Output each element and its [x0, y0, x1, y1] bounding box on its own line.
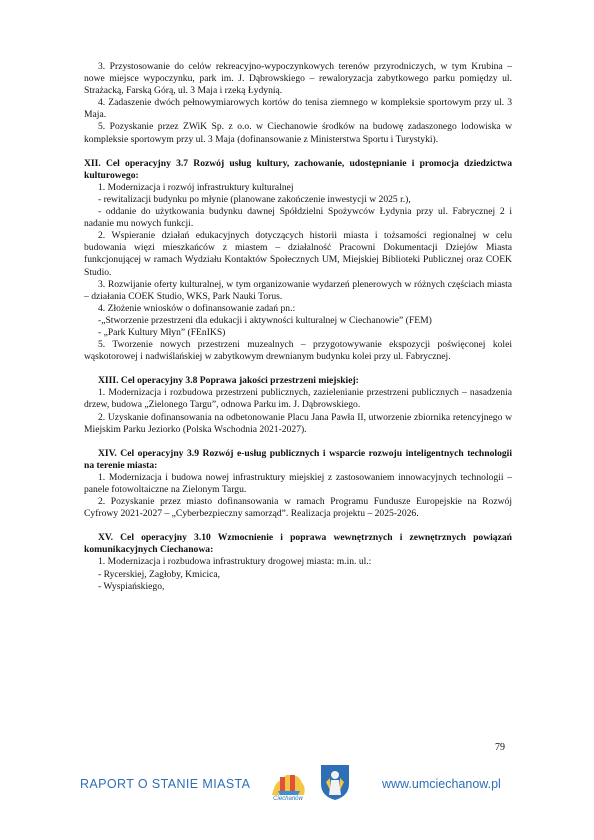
- paragraph: 3. Rozwijanie oferty kulturalnej, w tym organizowanie wydarzeń plenerowych w różnych częściach miasta – działania COEK Studio, WKS, Park Nauki Torus.: [84, 278, 512, 302]
- paragraph: 1. Modernizacja i rozbudowa przestrzeni publicznych, zazielenianie przestrzeni publicznych – nasadzenia drzew, budowa „Zielonego Targu”, odnowa Parku im. J. Dąbrowskiego.: [84, 387, 512, 411]
- city-logo-icon: [266, 765, 310, 801]
- section-heading: XIV. Cel operacyjny 3.9 Rozwój e-usług publicznych i wsparcie rozwoju inteligentnych technologii na terenie miasta:: [84, 447, 512, 471]
- list-item: - Wyspiańskiego,: [98, 580, 165, 592]
- paragraph: 5. Pozyskanie przez ZWiK Sp. z o.o. w Ciechanowie środków na budowę zadaszonego lodowiska w kompleksie sportowym przy ul. 3 Maja (dofinansowanie z Ministerstwa Sportu i Turystyki).: [84, 121, 512, 145]
- footer-website: www.umciechanow.pl: [382, 777, 501, 791]
- paragraph: 2. Pozyskanie przez miasto dofinansowania w ramach Programu Fundusze Europejskie na Rozwój Cyfrowy 2021-2027 – „Cyberbezpieczny samorząd”. Realizacja projektu – 2025-2026.: [84, 496, 512, 520]
- list-item: -„Stworzenie przestrzeni dla edukacji i aktywności kulturalnej w Ciechanowie” (FEM): [98, 314, 432, 326]
- page-footer: [0, 768, 594, 808]
- section-heading: XV. Cel operacyjny 3.10 Wzmocnienie i poprawa wewnętrznych i zewnętrznych powiązań komunikacyjnych Ciechanowa:: [84, 532, 512, 556]
- paragraph: 3. Przystosowanie do celów rekreacyjno-wypoczynkowych terenów przyrodniczych, w tym Krubina – nowe miejsce wypoczynku, park im. J. Dąbrowskiego – rewaloryzacja zabytkowego parku pomiędzy ul. Strażacką, Farską Górą, ul. 3 Maja i rzeką Łydynią.: [84, 61, 512, 97]
- coat-of-arms-icon: [318, 762, 352, 802]
- paragraph: 2. Wspieranie działań edukacyjnych dotyczących historii miasta i tożsamości regionalnej w celu budowania więzi mieszkańców z miastem – działalność Pracowni Dokumentacji Dziejów Miasta funkcjonującej w ramach Wydziału Kontaktów Społecznych UM, Miejskiej Biblioteki Publicznej oraz COEK Studio.: [84, 230, 512, 278]
- paragraph: 1. Modernizacja i rozwój infrastruktury kulturalnej: [98, 181, 294, 193]
- page-number: 79: [495, 742, 505, 753]
- paragraph: 2. Uzyskanie dofinansowania na odbetonowanie Placu Jana Pawła II, utworzenie zbiornika retencyjnego w Miejskim Parku Jeziorko (Polska Wschodnia 2021-2027).: [84, 411, 512, 435]
- logo-text: Ciechanów: [273, 796, 303, 801]
- section-heading: XII. Cel operacyjny 3.7 Rozwój usług kultury, zachowanie, udostępnianie i promocja dziedzictwa kulturowego:: [84, 157, 512, 181]
- paragraph: 4. Złożenie wniosków o dofinansowanie zadań pn.:: [98, 302, 296, 314]
- section-heading: XIII. Cel operacyjny 3.8 Poprawa jakości przestrzeni miejskiej:: [98, 375, 359, 387]
- document-body: [84, 61, 512, 593]
- list-item: - Rycerskiej, Zagłoby, Kmicica,: [98, 568, 221, 580]
- paragraph: 4. Zadaszenie dwóch pełnowymiarowych kortów do tenisa ziemnego w kompleksie sportowym przy ul. 3 Maja.: [84, 97, 512, 121]
- list-item: - „Park Kultury Młyn” (FEnIKS): [98, 326, 226, 338]
- paragraph: 1. Modernizacja i budowa nowej infrastruktury miejskiej z zastosowaniem innowacyjnych technologii – panele fotowoltaiczne na Zielonym Targu.: [84, 471, 512, 495]
- footer-title: RAPORT O STANIE MIASTA: [80, 777, 251, 791]
- list-item: - oddanie do użytkowania budynku dawnej Spółdzielni Spożywców Łydynia przy ul. Fabrycznej 2 i nadanie mu nowych funkcji.: [84, 206, 512, 230]
- list-item: - rewitalizacji budynku po młynie (planowane zakończenie inwestycji w 2025 r.),: [98, 193, 411, 205]
- paragraph: 1. Modernizacja i rozbudowa infrastruktury drogowej miasta: m.in. ul.:: [98, 556, 372, 568]
- paragraph: 5. Tworzenie nowych przestrzeni muzealnych – przygotowywanie ekspozycji poświęconej kolei wąskotorowej i nadwiślańskiej w zabytkowym drewnianym budynku kolei przy ul. Fabrycznej.: [84, 339, 512, 363]
